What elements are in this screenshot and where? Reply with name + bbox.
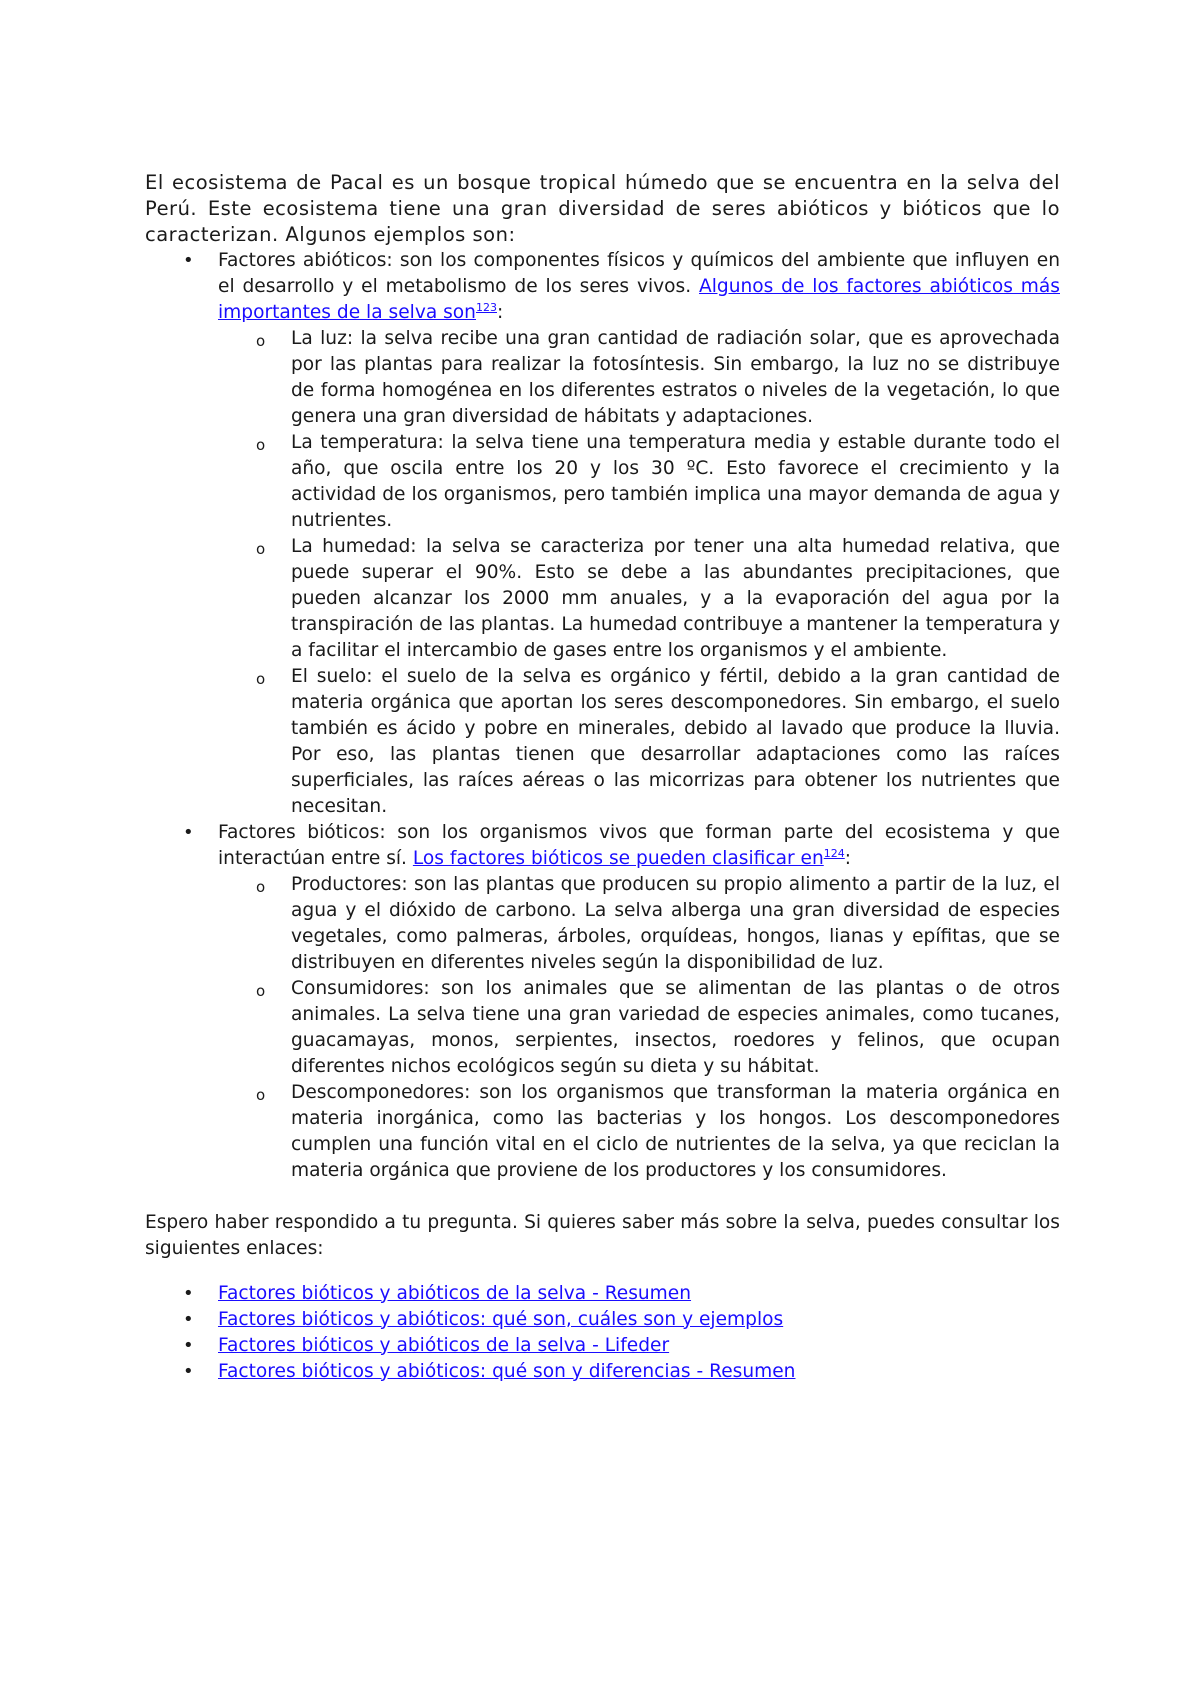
abioticos-citation[interactable]: 123 — [475, 300, 497, 314]
sub-bullet-icon: o — [256, 332, 266, 350]
document-page — [145, 170, 1060, 1385]
reference-links-list — [145, 1281, 1060, 1385]
reference-link[interactable]: Factores bióticos y abióticos: qué son, cuáles son y ejemplos — [218, 1308, 784, 1330]
bullet-icon: • — [183, 1282, 194, 1304]
list-item-text: La humedad: la selva se caracteriza por tener una alta humedad relativa, que puede superar el 90%. Esto se debe a las abundantes precipitaciones, que pueden alcanzar los 2000 mm anuales, y a la evaporación del agua por la transpiración de las plantas. La humedad contribuye a mantener la temperatura y a facilitar el intercambio de gases entre los organismos y el ambiente. — [291, 536, 1060, 661]
reference-link[interactable]: Factores bióticos y abióticos de la selva - Resumen — [218, 1282, 692, 1304]
list-item — [218, 664, 1060, 820]
sub-bullet-icon: o — [256, 1086, 266, 1104]
list-item-text: Descomponedores: son los organismos que transforman la materia orgánica en materia inorgánica, como las bacterias y los hongos. Los descomponedores cumplen una función vital en el ciclo de nutrientes de la selva, ya que reciclan la materia orgánica que proviene de los productores y los consumidores. — [291, 1082, 1060, 1181]
list-item — [218, 326, 1060, 430]
list-item — [218, 872, 1060, 976]
bullet-icon: • — [183, 1334, 194, 1356]
list-item — [145, 1281, 1060, 1307]
reference-link[interactable]: Factores bióticos y abióticos: qué son y diferencias - Resumen — [218, 1360, 796, 1382]
factors-list — [145, 248, 1060, 1184]
abioticos-sublist — [218, 326, 1060, 820]
abioticos-link[interactable]: Algunos de los factores abióticos más importantes de la selva son — [218, 276, 1060, 323]
list-item-text: Productores: son las plantas que producen su propio alimento a partir de la luz, el agua y el dióxido de carbono. La selva alberga una gran diversidad de especies vegetales, como palmeras, árboles, orquídeas, hongos, lianas y epífitas, que se distribuyen en diferentes niveles según la disponibilidad de luz. — [291, 874, 1060, 973]
reference-link[interactable]: Factores bióticos y abióticos de la selva - Lifeder — [218, 1334, 670, 1356]
sub-bullet-icon: o — [256, 982, 266, 1000]
list-item — [145, 1359, 1060, 1385]
sub-bullet-icon: o — [256, 878, 266, 896]
bioticos-tail: : — [844, 848, 852, 869]
list-item — [218, 534, 1060, 664]
list-item — [218, 1080, 1060, 1184]
intro-paragraph: El ecosistema de Pacal es un bosque tropical húmedo que se encuentra en la selva del Perú. Este ecosistema tiene una gran diversidad de seres abióticos y bióticos que lo caracterizan. Algunos ejemplos son: — [145, 171, 1060, 246]
list-item — [145, 1307, 1060, 1333]
list-item — [145, 1333, 1060, 1359]
bioticos-link[interactable]: Los factores bióticos se pueden clasificar en — [412, 848, 824, 869]
list-item — [218, 976, 1060, 1080]
list-item-text: La temperatura: la selva tiene una temperatura media y estable durante todo el año, que oscila entre los 20 y los 30 ºC. Esto favorece el crecimiento y la actividad de los organismos, pero también implica una mayor demanda de agua y nutrientes. — [291, 432, 1060, 531]
sub-bullet-icon: o — [256, 540, 266, 558]
bioticos-citation[interactable]: 124 — [823, 846, 845, 860]
list-item-text: Consumidores: son los animales que se alimentan de las plantas o de otros animales. La selva tiene una gran variedad de especies animales, como tucanes, guacamayas, monos, serpientes, insectos, roedores y felinos, que ocupan diferentes nichos ecológicos según su dieta y su hábitat. — [291, 978, 1060, 1077]
list-item-text: El suelo: el suelo de la selva es orgánico y fértil, debido a la gran cantidad de materia orgánica que aportan los seres descomponedores. Sin embargo, el suelo también es ácido y pobre en minerales, debido al lavado que produce la lluvia. Por eso, las plantas tienen que desarrollar adaptaciones como las raíces superficiales, las raíces aéreas o las micorrizas para obtener los nutrientes que necesitan. — [291, 666, 1060, 817]
list-item — [218, 430, 1060, 534]
sub-bullet-icon: o — [256, 436, 266, 454]
sub-bullet-icon: o — [256, 670, 266, 688]
bullet-icon: • — [183, 250, 194, 271]
outro-paragraph: Espero haber respondido a tu pregunta. Si quieres saber más sobre la selva, puedes consultar los siguientes enlaces: — [145, 1212, 1060, 1259]
list-item-text: La luz: la selva recibe una gran cantidad de radiación solar, que es aprovechada por las plantas para realizar la fotosíntesis. Sin embargo, la luz no se distribuye de forma homogénea en los diferentes estratos o niveles de la vegetación, lo que genera una gran diversidad de hábitats y adaptaciones. — [291, 328, 1060, 427]
bioticos-sublist — [218, 872, 1060, 1184]
bullet-icon: • — [183, 1308, 194, 1330]
abioticos-tail: : — [496, 302, 504, 323]
list-item-bioticos — [145, 820, 1060, 1184]
bioticos-lead: Factores bióticos: son los organismos vivos que forman parte del ecosistema y que interactúan entre sí. — [218, 822, 1060, 869]
bullet-icon: • — [183, 1360, 194, 1382]
list-item-abioticos — [145, 248, 1060, 820]
bullet-icon: • — [183, 822, 194, 843]
abioticos-lead: Factores abióticos: son los componentes físicos y químicos del ambiente que influyen en el desarrollo y el metabolismo de los seres vivos. — [218, 250, 1060, 297]
